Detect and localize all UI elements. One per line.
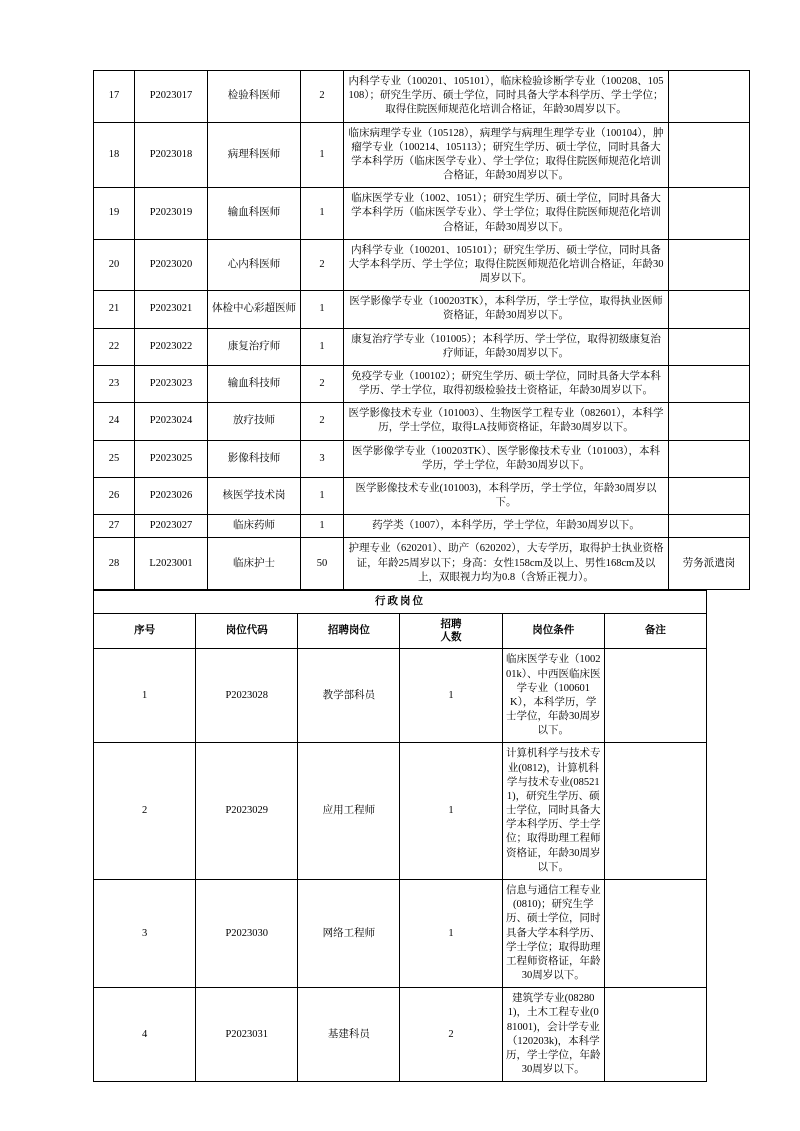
row-note [669,122,750,188]
row-seq: 3 [94,879,196,987]
row-count: 1 [301,291,344,328]
header-count [400,614,502,649]
row-note [669,328,750,365]
row-post: 基建科员 [298,988,400,1082]
row-note [669,71,750,123]
row-condition: 免疫学专业（100102）；研究生学历、硕士学位，同时具备大学本科学历、学士学位，取得初级检验技士资格证，年龄30周岁以下。 [344,365,669,402]
row-seq: 20 [94,239,135,291]
table-row [94,988,707,1082]
row-note: 劳务派遣岗 [669,538,750,590]
row-post: 临床药师 [208,515,301,538]
row-post: 网络工程师 [298,879,400,987]
row-code: P2023031 [196,988,298,1082]
table-row [94,515,750,538]
row-note [604,988,706,1082]
row-condition: 康复治疗学专业（101005）；本科学历、学士学位，取得初级康复治疗师证，年龄30周岁以下。 [344,328,669,365]
row-seq: 24 [94,403,135,440]
row-seq: 26 [94,477,135,514]
row-post: 病理科医师 [208,122,301,188]
table-row [94,291,750,328]
row-count: 1 [301,477,344,514]
table-row [94,403,750,440]
row-code: P2023020 [135,239,208,291]
row-seq: 25 [94,440,135,477]
row-seq: 28 [94,538,135,590]
row-condition: 内科学专业（100201、105101）；研究生学历、硕士学位，同时具备大学本科学历、学士学位；取得住院医师规范化培训合格证，年龄30周岁以下。 [344,239,669,291]
row-code: P2023030 [196,879,298,987]
row-code: P2023018 [135,122,208,188]
row-count: 1 [301,328,344,365]
row-count: 2 [301,403,344,440]
table-row [94,239,750,291]
row-count: 50 [301,538,344,590]
row-condition: 药学类（1007），本科学历，学士学位，年龄30周岁以下。 [344,515,669,538]
row-count: 3 [301,440,344,477]
row-post: 放疗技师 [208,403,301,440]
table-row [94,71,750,123]
header-count-line2: 人数 [440,632,462,644]
admin-positions-table [93,590,707,1082]
row-code: P2023026 [135,477,208,514]
row-code: P2023021 [135,291,208,328]
row-count: 1 [301,122,344,188]
row-condition: 医学影像技术专业（101003）、生物医学工程专业（082601），本科学历，学士学位，取得LA技师资格证，年龄30周岁以下。 [344,403,669,440]
row-note [669,477,750,514]
row-condition: 计算机科学与技术专业(0812)，计算机科学与技术专业(085211)，研究生学历、硕士学位，同时具备大学本科学历、学士学位；取得助理工程师资格证，年龄30周岁以下。 [502,743,604,880]
table-row [94,649,707,743]
row-note [604,743,706,880]
row-condition: 信息与通信工程专业(0810)；研究生学历、硕士学位，同时具备大学本科学历、学士学位；取得助理工程师资格证，年龄30周岁以下。 [502,879,604,987]
row-post: 影像科技师 [208,440,301,477]
row-post: 输血科医师 [208,188,301,240]
row-note [669,515,750,538]
row-post: 教学部科员 [298,649,400,743]
row-code: P2023019 [135,188,208,240]
row-count: 1 [400,649,502,743]
table-row [94,188,750,240]
row-count: 1 [400,879,502,987]
row-count: 2 [400,988,502,1082]
row-seq: 27 [94,515,135,538]
row-condition: 内科学专业（100201、105101），临床检验诊断学专业（100208、105108）；研究生学历、硕士学位，同时具备大学本科学历、学士学位；取得住院医师规范化培训合格证，年龄30周岁以下。 [344,71,669,123]
row-code: P2023025 [135,440,208,477]
row-seq: 21 [94,291,135,328]
header-post: 招聘岗位 [298,614,400,649]
recruitment-table-sheet [93,70,736,1082]
row-post: 体检中心彩超医师 [208,291,301,328]
admin-positions-body [94,590,707,1081]
row-count: 2 [301,365,344,402]
row-seq: 17 [94,71,135,123]
table-row [94,477,750,514]
row-code: P2023027 [135,515,208,538]
admin-header-row [94,614,707,649]
row-count: 1 [301,188,344,240]
row-seq: 18 [94,122,135,188]
row-seq: 19 [94,188,135,240]
row-note [669,365,750,402]
row-note [669,440,750,477]
table-row [94,743,707,880]
row-seq: 4 [94,988,196,1082]
row-post: 检验科医师 [208,71,301,123]
medical-positions-table [93,70,750,590]
table-row [94,879,707,987]
row-condition: 临床病理学专业（105128），病理学与病理生理学专业（100104），肿瘤学专业（100214、105113）；研究生学历、硕士学位，同时具备大学本科学历（临床医学专业）、学士学位；取得住院医师规范化培训合格证，年龄30周岁以下。 [344,122,669,188]
row-condition: 医学影像技术专业(101003)，本科学历，学士学位，年龄30周岁以下。 [344,477,669,514]
row-post: 临床护士 [208,538,301,590]
row-count: 2 [301,71,344,123]
row-seq: 23 [94,365,135,402]
table-row [94,365,750,402]
header-note: 备注 [604,614,706,649]
row-condition: 医学影像学专业（100203TK），本科学历，学士学位，取得执业医师资格证，年龄30周岁以下。 [344,291,669,328]
row-code: P2023024 [135,403,208,440]
row-seq: 1 [94,649,196,743]
row-code: P2023023 [135,365,208,402]
row-code: P2023029 [196,743,298,880]
row-condition: 建筑学专业(082801)，土木工程专业(081001)，会计学专业（120203k)，本科学历，学士学位，年龄30周岁以下。 [502,988,604,1082]
table-row [94,440,750,477]
row-count: 1 [400,743,502,880]
row-note [669,291,750,328]
row-code: L2023001 [135,538,208,590]
table-row [94,538,750,590]
row-condition: 护理专业（620201）、助产（620202），大专学历，取得护士执业资格证，年龄25周岁以下；身高：女性158cm及以上、男性168cm及以上，双眼视力均为0.8（含矫正视力）。 [344,538,669,590]
table-row [94,328,750,365]
header-code: 岗位代码 [196,614,298,649]
row-note [669,239,750,291]
row-condition: 临床医学专业（1002、1051）；研究生学历、硕士学位，同时具备大学本科学历（临床医学专业）、学士学位；取得住院医师规范化培训合格证，年龄30周岁以下。 [344,188,669,240]
row-post: 应用工程师 [298,743,400,880]
row-seq: 2 [94,743,196,880]
row-code: P2023022 [135,328,208,365]
row-post: 心内科医师 [208,239,301,291]
row-note [604,649,706,743]
row-condition: 医学影像学专业（100203TK）、医学影像技术专业（101003），本科学历，学士学位，年龄30周岁以下。 [344,440,669,477]
row-post: 康复治疗师 [208,328,301,365]
admin-section-title-row [94,590,707,613]
row-seq: 22 [94,328,135,365]
row-note [604,879,706,987]
table-row [94,122,750,188]
header-count-line1: 招聘 [440,619,462,631]
row-condition: 临床医学专业（100201k）、中西医临床医学专业（100601K），本科学历，学士学位，年龄30周岁以下。 [502,649,604,743]
header-condition: 岗位条件 [502,614,604,649]
header-seq: 序号 [94,614,196,649]
row-code: P2023028 [196,649,298,743]
medical-positions-body [94,71,750,590]
row-count: 2 [301,239,344,291]
row-post: 核医学技术岗 [208,477,301,514]
row-post: 输血科技师 [208,365,301,402]
row-note [669,188,750,240]
row-code: P2023017 [135,71,208,123]
row-count: 1 [301,515,344,538]
admin-section-title: 行政岗位 [94,590,707,613]
row-note [669,403,750,440]
